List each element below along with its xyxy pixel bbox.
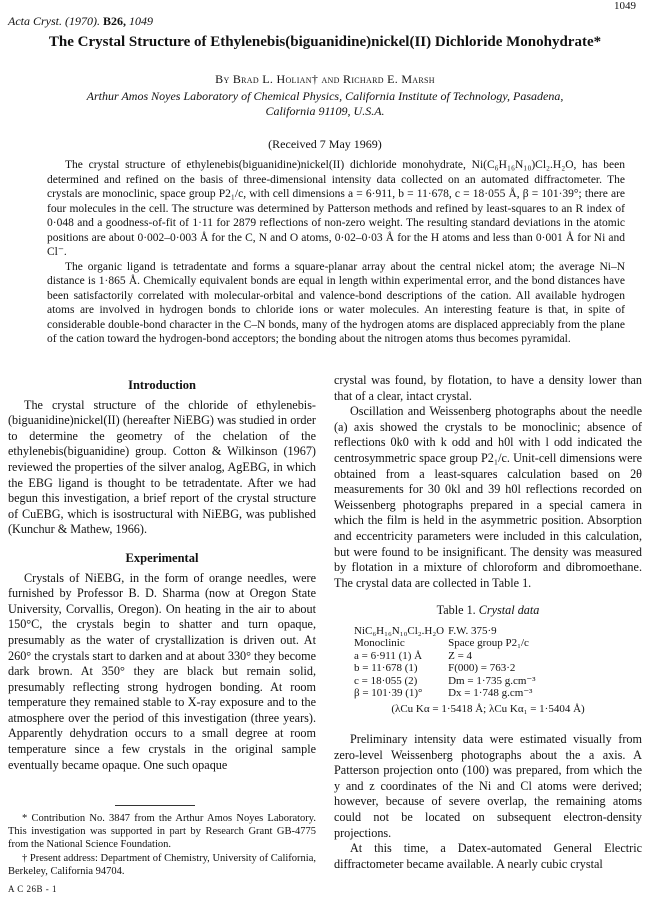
- affiliation-line-1: Arthur Amos Noyes Laboratory of Chemical Physics, California Institute of Technology, Pasadena,: [86, 89, 564, 103]
- table-cell-left: β = 101·39 (1)°: [354, 686, 423, 699]
- author-2: Richard E. Marsh: [343, 72, 435, 86]
- authors-prefix: By: [215, 72, 230, 86]
- right-paragraph-3: Preliminary intensity data were estimated visually from zero-level Weissenberg photographs about the a axis. A Patterson projection onto (100) was prepared, from which the y and z coordinates of the Ni and Cl atoms were derived; however, because of severe overlap, the remaining atoms could not be located on subsequent electron-density projections.: [334, 731, 642, 840]
- table-row: [354, 687, 540, 699]
- table-cell-left: b = 11·678 (1): [354, 662, 418, 675]
- table-1-caption: Crystal data: [478, 603, 540, 618]
- citation: [8, 14, 153, 29]
- abstract-paragraph-1: The crystal structure of ethylenebis(biguanidine)nickel(II) dichloride monohydrate, Ni(C₆H₁₆N₁₀)Cl₂.H₂O, has been determined and refined on the basis of three-dimensional intensity data collected on an automated diffractometer. The crystals are monoclinic, space group P2₁/c, with cell dimensions a = 6·911, b = 11·678, c = 18·055 Å, β = 101·39°; there are four molecules in the cell. The structure was determined by Patterson methods and refined by least-squares to an R index of 0·048 and a goodness-of-fit of 1·11 for 2879 reflections of non-zero weight. The resulting standard deviations in the atomic positions are about 0·002–0·003 Å for the C, N and O atoms, 0·02–0·03 Å for the H atoms and less than 0·001 Å for Ni and Cl⁻.: [47, 159, 625, 258]
- table-1-label: Table 1.: [436, 603, 476, 618]
- right-column: [334, 373, 642, 872]
- crystal-data-table: [354, 625, 540, 699]
- table-cell-right: F.W. 375·9: [448, 624, 497, 637]
- experimental-text: Crystals of NiEBG, in the form of orange needles, were furnished by Professor B. D. Sharma (now at Oregon State University, Corvallis, Oregon). On heating in the air to about 150°C, the crystals begin to shatter and turn opaque, presumably as the water of crystallization is driven out. At 260° the crystals start to darken and at about 330° they become dark brown. At 350° they are black but remain solid, presumably reflecting strong hydrogen bonding. At room temperature they remained stable to X-ray exposure and to the atmosphere over the period of this investigation (three years). Apparently dehydration occurs to a small degree at room temperature since a few crystals in the original sample eventually became opaque. One such opaque: [8, 570, 316, 772]
- right-paragraph-4: At this time, a Datex-automated General Electric diffractometer became available. A nearly cubic crystal: [334, 841, 642, 871]
- table-row: [354, 675, 540, 687]
- received-date: (Received 7 May 1969): [268, 137, 382, 151]
- right-paragraph-1: crystal was found, by flotation, to have a density lower than that of a clear, intact crystal.: [334, 373, 642, 403]
- footnotes: [8, 812, 316, 879]
- introduction-text: The crystal structure of the chloride of ethylenebis-(biguanidine)nickel(II) (hereafter NiEBG) was studied in order to determine the geometry of the chelation of the ethylenebis(biguanidine) group. Cotton & Wilkinson (1967) reviewed the properties of the silver analog, AgEBG, in which the EBG ligand is thought to be tetradentate. After we had begun this investigation, a brief report of the crystal structure of CuEBG, which is isostructural with NiEBG, was published (Kunchur & Mathew, 1966).: [8, 397, 316, 537]
- footnote-rule: [115, 805, 195, 806]
- journal-name: Acta Cryst.: [8, 14, 62, 28]
- journal-page: 1049: [129, 14, 154, 28]
- table-row: [354, 625, 540, 637]
- page-number: 1049: [614, 0, 636, 12]
- table-cell-right: F(000) = 763·2: [448, 662, 516, 675]
- paper-title: The Crystal Structure of Ethylenebis(biguanidine)nickel(II) Dichloride Monohydrate*: [48, 34, 602, 50]
- table-cell-left: Monoclinic: [354, 637, 405, 650]
- author-1: Brad L. Holian: [232, 72, 312, 86]
- table-cell-right: Space group P2₁/c: [448, 637, 529, 650]
- authors-and: and: [321, 72, 340, 86]
- table-cell-right: Dm = 1·735 g.cm⁻³: [448, 674, 536, 687]
- table-row: [354, 662, 540, 674]
- table-1-title: [334, 603, 642, 619]
- affiliation: [0, 89, 650, 119]
- author-1-mark: †: [311, 72, 319, 86]
- journal-code: A C 26B - 1: [8, 884, 58, 894]
- experimental-heading: Experimental: [125, 550, 199, 565]
- table-cell-left: NiC₆H₁₆N₁₀Cl₂.H₂O: [354, 624, 445, 637]
- footnote-1: * Contribution No. 3847 from the Arthur Amos Noyes Laboratory. This investigation was supported in part by Research Grant GB-4775 from the National Science Foundation.: [8, 813, 316, 850]
- journal-volume: B26,: [103, 14, 127, 28]
- footnote-2: † Present address: Department of Chemistry, University of California, Berkeley, California 94704.: [8, 853, 316, 877]
- table-cell-right: Dx = 1·748 g.cm⁻³: [448, 686, 533, 699]
- introduction-heading: Introduction: [128, 378, 196, 392]
- table-row: [354, 637, 540, 649]
- abstract-paragraph-2: The organic ligand is tetradentate and forms a square-planar array about the central nickel atom; the average Ni–N distance is 1·865 Å. Chemically equivalent bonds are equal in length within experimental error, and the bond distances have been satisfactorily correlated with molecular-orbital and valence-bond descriptions of the cation. All available hydrogen atoms are involved in hydrogen bonds to chloride ions or water molecules. An interesting feature is that, in spite of considerable double-bond character in the C–N bonds, many of the hydrogen atoms are displaced appreciably from the plane of the cation toward the hydrogen-bond acceptors; the bonding about the nitrogen atoms thus becomes pyramidal.: [47, 260, 625, 345]
- authors: [0, 72, 650, 87]
- table-cell-left: c = 18·055 (2): [354, 674, 418, 687]
- table-cell-right: Z = 4: [448, 649, 473, 662]
- right-paragraph-2: Oscillation and Weissenberg photographs about the needle (a) axis showed the crystals to be monoclinic; absence of reflections 0k0 with k odd and h0l with l odd indicated the centrosymmetric space group P2₁/c. Unit-cell dimensions were obtained from a least-squares calculation based on 2θ measurements for 30 0kl and 39 h0l reflections recorded on Weissenberg photographs prepared in a special camera in which the film is held in the asymmetric position. Absorption and eccentricity parameters were included in this calculation, but were found to be insignificant. The density was measured by flotation in a mixture of chloroform and dibromoethane. The crystal data are collected in Table 1.: [334, 404, 642, 590]
- table-row: [354, 650, 540, 662]
- journal-year: (1970).: [65, 14, 100, 28]
- table-cell-left: a = 6·911 (1) Å: [354, 649, 423, 662]
- left-column: [8, 378, 316, 773]
- affiliation-line-2: California 91109, U.S.A.: [265, 104, 385, 118]
- abstract: [47, 158, 625, 347]
- table-1-wavelengths: (λCu Kα = 1·5418 Å; λCu Kα₁ = 1·5404 Å): [391, 703, 585, 716]
